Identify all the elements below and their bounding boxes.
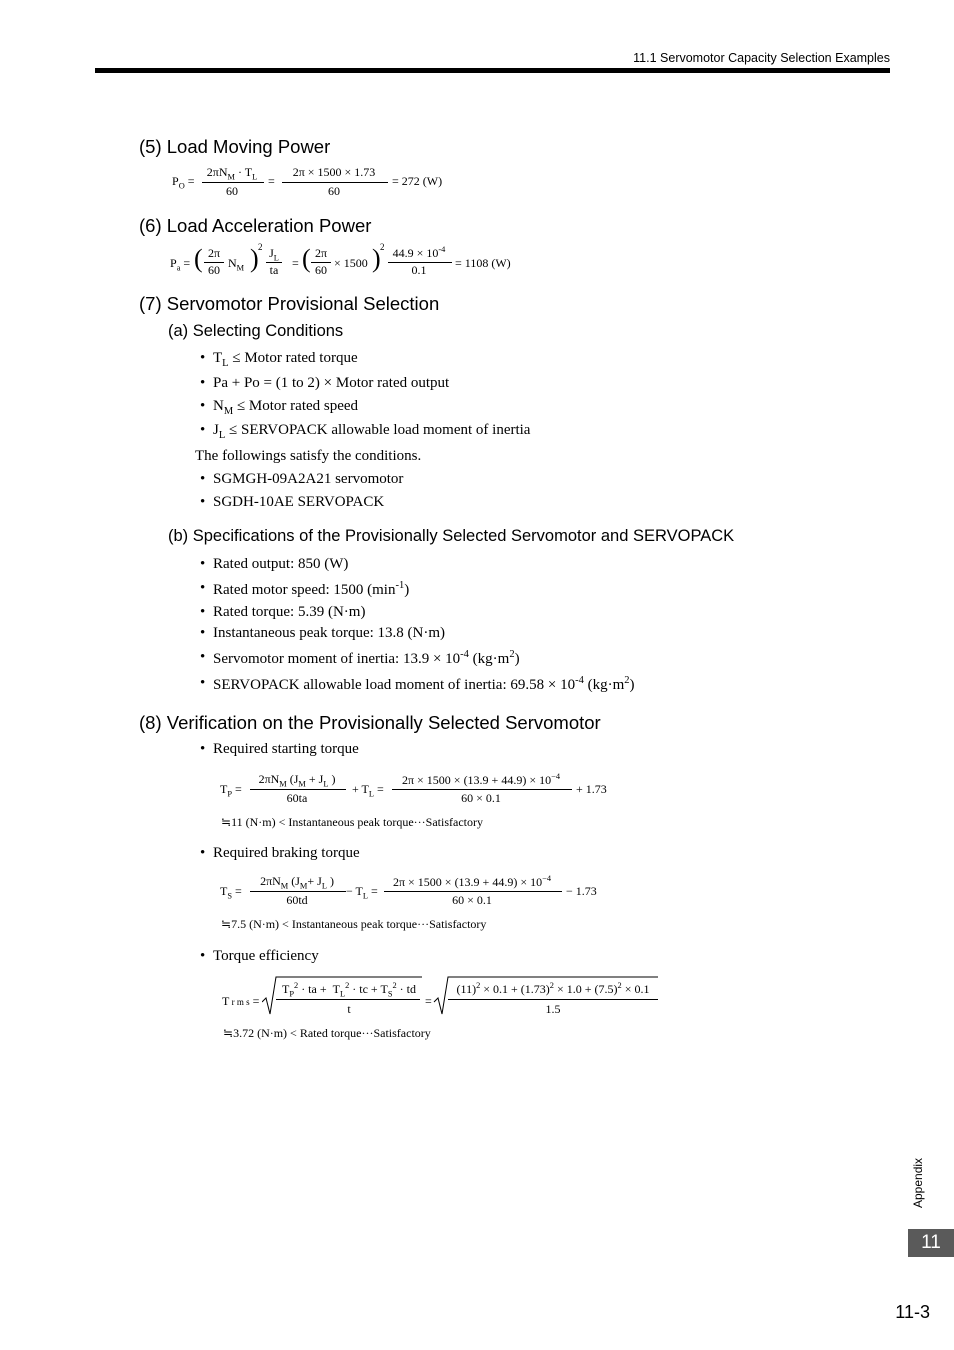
condition-item: • Pa + Po = (1 to 2) × Motor rated output — [200, 375, 450, 391]
braking-torque-result: ≒7.5 (N·m) < Instantaneous peak torque···Satisfactory — [221, 917, 487, 931]
formula-starting-torque: $T_P$ = $2\pi N_M$ ($J_M + J_L$ ) 60ta + $T_L$ = $2\pi \times 1500 \times (13.9 + 44.9) \times 10^{-4}$ 60 × 0.1 + 1.73 — [220, 772, 607, 805]
list-item: • SGMGH-09A2A21 servomotor — [200, 471, 404, 487]
spec-item: • Rated output: 850 (W) — [200, 556, 349, 572]
heading-selecting-conditions: (a) Selecting Conditions — [168, 322, 344, 340]
condition-item: • $J_L$ ≤ SERVOPACK allowable load moment of inertia — [200, 422, 531, 441]
starting-torque-label: • Required starting torque — [200, 741, 359, 757]
heading-verification: (8) Verification on the Provisionally Selected Servomotor — [139, 712, 601, 733]
spec-item: • Rated torque: 5.39 (N·m) — [200, 604, 366, 620]
header-rule — [95, 68, 890, 73]
spec-item: • Instantaneous peak torque: 13.8 (N·m) — [200, 625, 446, 641]
condition-item: • $T_L$ ≤ Motor rated torque — [200, 350, 358, 369]
formula-load-moving-power: $P_O$ = $2\pi N_M \cdot T_L$ 60 = 2π × 1500 × 1.73 60 = 272 (W) — [172, 165, 443, 198]
heading-load-acceleration-power: (6) Load Acceleration Power — [139, 215, 372, 236]
formula-torque-efficiency: T r m s = $T_P^2$ · ta + $T_L^2$ · tc + $T_S^2$ · td t = $(11)^2 \times 0.1 + (1.73)^2 \times 1.0 + (7.5)^2 \times 0.1$ 1.5 — [222, 976, 662, 1020]
braking-torque-label: • Required braking torque — [200, 845, 360, 861]
header-section-title: 11.1 Servomotor Capacity Selection Examples — [633, 51, 890, 65]
torque-efficiency-label: • Torque efficiency — [200, 948, 319, 964]
page-number: 11-3 — [895, 1302, 930, 1322]
heading-load-moving-power: (5) Load Moving Power — [139, 136, 331, 157]
heading-servomotor-provisional-selection: (7) Servomotor Provisional Selection — [139, 293, 440, 314]
list-item: • SGDH-10AE SERVOPACK — [200, 494, 385, 510]
torque-efficiency-result: ≒3.72 (N·m) < Rated torque···Satisfactory — [223, 1026, 431, 1040]
spec-item: • Rated motor speed: 1500 $(\min^{-1})$ — [200, 580, 410, 598]
heading-specifications: (b) Specifications of the Provisionally Selected Servomotor and SERVOPACK — [168, 527, 735, 545]
conditions-satisfy-text: The followings satisfy the conditions. — [195, 448, 422, 464]
condition-item: • $N_M$ ≤ Motor rated speed — [200, 398, 359, 417]
formula-load-acceleration-power: $P_a$ = ( 2π 60 $N_M$ ) 2 $J_L$ ta = ( 2π 60 × 1500 ) 2 $44.9 \times 10^{-4}$ 0.1 = 1108 (W) — [170, 242, 511, 277]
chapter-tab: 11 — [908, 1229, 954, 1257]
spec-item: • SERVOPACK allowable load moment of inertia: $69.58 \times 10^{-4}$ $(kg\cdot m^2)$ — [200, 675, 635, 693]
appendix-side-label: Appendix — [911, 1157, 925, 1208]
spec-item: • Servomotor moment of inertia: $13.9 \times 10^{-4}$ $(kg\cdot m^2)$ — [200, 649, 520, 667]
starting-torque-result: ≒11 (N·m) < Instantaneous peak torque···Satisfactory — [221, 815, 483, 829]
formula-braking-torque: $T_S$ = $2\pi N_M$ ($J_M+ J_L$ ) 60td − $T_L$ = $2\pi \times 1500 \times (13.9 + 44.9) \times 10^{-4}$ 60 × 0.1 − 1.73 — [220, 874, 597, 907]
